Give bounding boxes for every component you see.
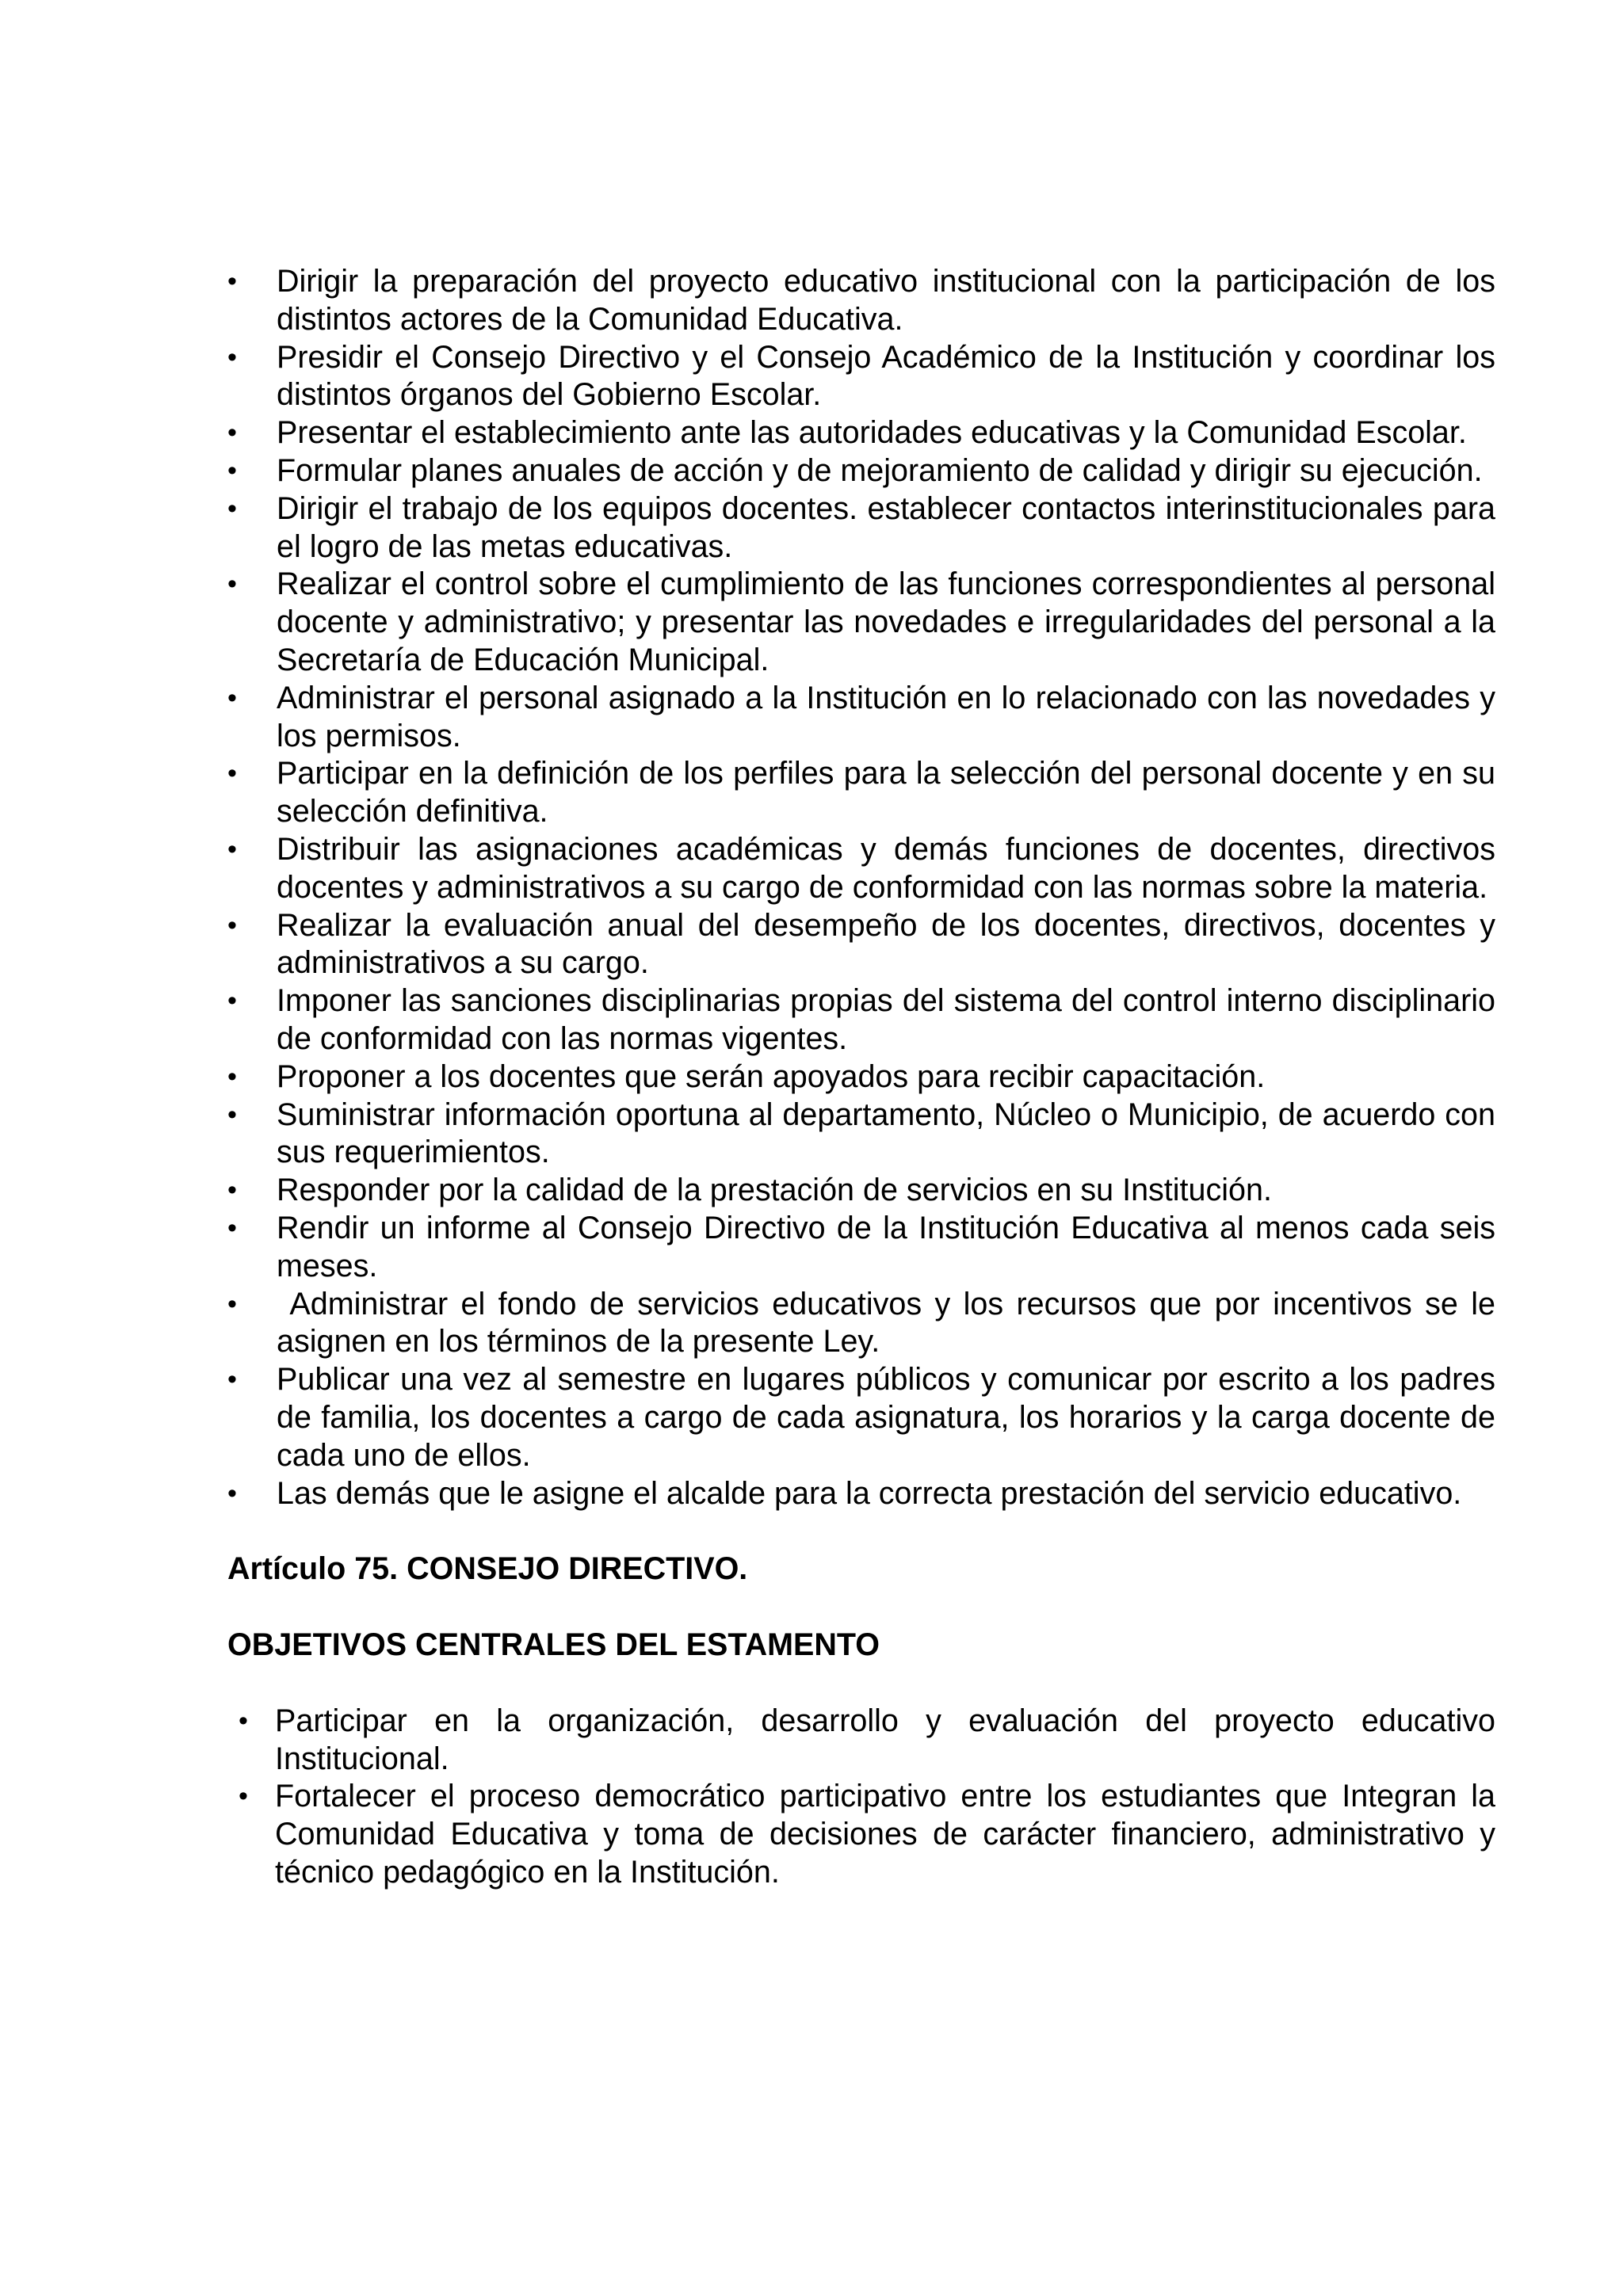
list-item: [227, 1475, 1495, 1513]
list-item: [227, 755, 1495, 831]
bullet-icon: •: [227, 569, 237, 600]
list-item: [227, 1286, 1504, 1362]
list-item-text: Presidir el Consejo Directivo y el Consejo Académico de la Institución y coordinar los distintos órganos del Gobierno Escolar.: [277, 339, 1495, 413]
bullet-icon: •: [239, 1781, 248, 1812]
list-item: [227, 452, 1495, 490]
list-item: [227, 1058, 1495, 1097]
list-item: [227, 1703, 1495, 1779]
bullet-icon: •: [227, 1364, 237, 1395]
list-item-text: Participar en la definición de los perfiles para la selección del personal docente y en su selección definitiva.: [277, 756, 1495, 830]
list-item-text: Participar en la organización, desarrollo y evaluación del proyecto educativo Institucional.: [275, 1703, 1495, 1776]
bullet-icon: •: [227, 758, 237, 789]
bullet-icon: •: [227, 910, 237, 940]
list-item-text: Responder por la calidad de la prestación de servicios en su Institución.: [277, 1173, 1272, 1208]
bullet-icon: •: [227, 833, 237, 864]
list-item-text: Dirigir la preparación del proyecto educativo institucional con la participación de los distintos actores de la Comunidad Educativa.: [277, 264, 1495, 337]
list-item-text: Imponer las sanciones disciplinarias propias del sistema del control interno disciplinario de conformidad con las normas vigentes.: [277, 983, 1495, 1056]
bullet-icon: •: [227, 1061, 237, 1092]
list-item: [227, 831, 1495, 907]
list-item: [227, 263, 1495, 339]
list-item: [227, 1097, 1495, 1173]
list-item-text: Distribuir las asignaciones académicas y demás funciones de docentes, directivos docentes y administrativos a su cargo de conformidad con las normas sobre la materia.: [277, 831, 1495, 905]
list-item: [227, 680, 1495, 756]
bullet-icon: •: [227, 341, 237, 372]
list-item-text: Formular planes anuales de acción y de mejoramiento de calidad y dirigir su ejecución.: [277, 452, 1483, 488]
list-item-text: Realizar la evaluación anual del desempeño de los docentes, directivos, docentes y administrativos a su cargo.: [277, 907, 1495, 981]
bullet-icon: •: [227, 266, 237, 296]
list-item: [227, 566, 1495, 679]
bullet-icon: •: [227, 1478, 237, 1508]
list-item-text: Administrar el fondo de servicios educativos y los recursos que por incentivos se le asignen en los términos de la presente Ley.: [277, 1286, 1504, 1360]
list-item-text: Fortalecer el proceso democrático participativo entre los estudiantes que Integran la Comunidad Educativa y toma de decisiones de carácter financiero, administrativo y técnico pedagógico en la Institución.: [275, 1779, 1495, 1890]
article-heading: Artículo 75. CONSEJO DIRECTIVO.: [227, 1551, 748, 1587]
list-item-text: Dirigir el trabajo de los equipos docentes. establecer contactos interinstitucionales para el logro de las metas educativas.: [277, 490, 1495, 564]
list-item: [227, 414, 1495, 452]
document-page: [227, 263, 1504, 1892]
list-item: [227, 982, 1495, 1058]
bullet-icon: •: [227, 1175, 237, 1206]
list-item-text: Las demás que le asigne el alcalde para la correcta prestación del servicio educativo.: [277, 1475, 1462, 1511]
bullet-icon: •: [239, 1705, 248, 1736]
bullet-icon: •: [227, 1099, 237, 1130]
bullet-icon: •: [227, 418, 237, 448]
list-item: [227, 339, 1495, 415]
list-item: [227, 1778, 1495, 1891]
list-item: [227, 490, 1495, 566]
list-item-text: Proponer a los docentes que serán apoyados para recibir capacitación.: [277, 1058, 1266, 1094]
list-item: [227, 907, 1495, 983]
list-item: [227, 1172, 1495, 1210]
bullet-icon: •: [227, 1288, 237, 1319]
objectives-list: [227, 1703, 1495, 1892]
objectives-heading: OBJETIVOS CENTRALES DEL ESTAMENTO: [227, 1627, 880, 1663]
bullet-icon: •: [227, 682, 237, 713]
bullet-icon: •: [227, 1212, 237, 1243]
list-item: [227, 1361, 1495, 1474]
bullet-icon: •: [227, 455, 237, 486]
list-item-text: Administrar el personal asignado a la Institución en lo relacionado con las novedades y los permisos.: [277, 680, 1495, 753]
list-item-text: Suministrar información oportuna al departamento, Núcleo o Municipio, de acuerdo con sus requerimientos.: [277, 1097, 1495, 1170]
list-item-text: Realizar el control sobre el cumplimiento de las funciones correspondientes al personal docente y administrativo; y presentar las novedades e irregularidades del personal a la Secretaría de Educación Municipal.: [277, 566, 1495, 677]
functions-list: [227, 263, 1504, 1512]
bullet-icon: •: [227, 986, 237, 1016]
bullet-icon: •: [227, 493, 237, 524]
list-item: [227, 1210, 1495, 1286]
list-item-text: Rendir un informe al Consejo Directivo de la Institución Educativa al menos cada seis meses.: [277, 1210, 1495, 1283]
list-item-text: Publicar una vez al semestre en lugares públicos y comunicar por escrito a los padres de familia, los docentes a cargo de cada asignatura, los horarios y la carga docente de cada uno de ellos.: [277, 1362, 1495, 1473]
list-item-text: Presentar el establecimiento ante las autoridades educativas y la Comunidad Escolar.: [277, 415, 1467, 451]
